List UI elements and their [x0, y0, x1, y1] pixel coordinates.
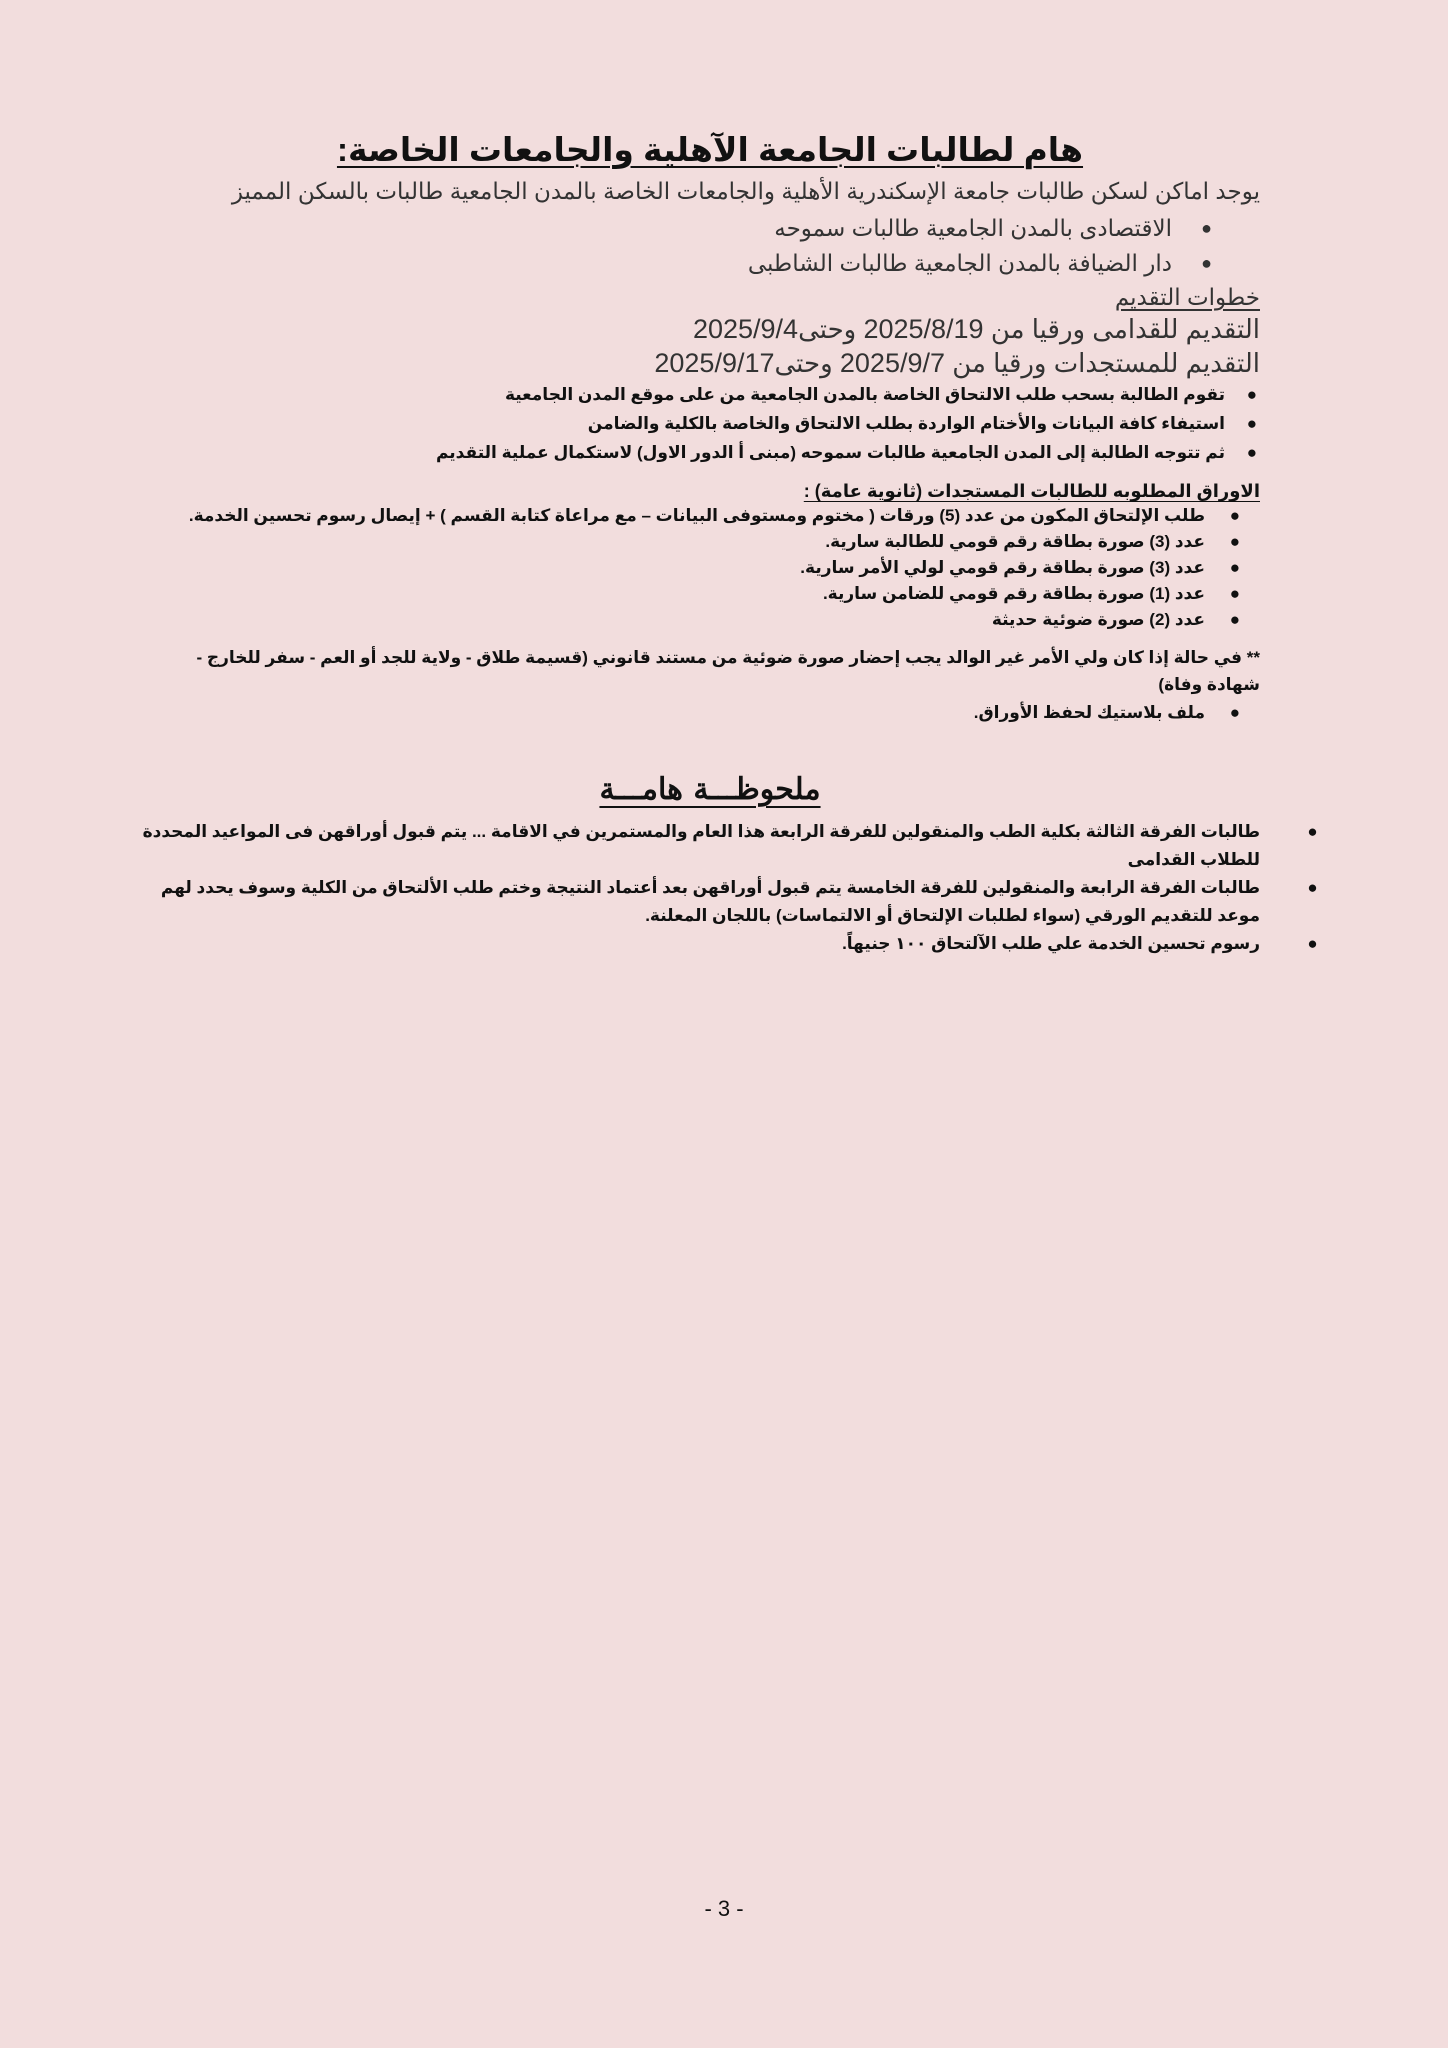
list-item — [140, 930, 1318, 958]
housing-options-list — [160, 211, 1260, 281]
bullet-icon: ● — [1246, 385, 1257, 404]
guardian-note: ** في حالة إذا كان ولي الأمر غير الوالد يجب إحضار صورة ضوئية من مستند قانوني (قسيمة طلاق - ولاية للجد أو العم - سفر للخارج - شهادة وفاة) — [196, 648, 1260, 694]
document-page — [142, 0, 1318, 2048]
date-label: التقديم للمستجدات ورقيا من — [952, 348, 1260, 378]
required-papers-heading: الاوراق المطلوبه للطالبات المستجدات (ثانوية عامة) : — [803, 481, 1260, 501]
list-item-text: استيفاء كافة البيانات والأختام الواردة بطلب الالتحاق والخاصة بالكلية والضامن — [587, 414, 1225, 433]
list-item — [160, 607, 1260, 633]
list-item — [160, 380, 1260, 409]
page-number: - 3 - — [704, 1896, 744, 1921]
list-item — [160, 211, 1260, 246]
bullet-icon: ● — [1229, 584, 1240, 603]
list-item — [160, 700, 1260, 726]
new-students-dates — [654, 347, 1260, 379]
bullet-icon: ● — [1229, 506, 1240, 525]
list-item — [160, 246, 1260, 281]
bullet-icon: ● — [1229, 532, 1240, 551]
list-item — [160, 581, 1260, 607]
bullet-icon: ● — [1229, 610, 1240, 629]
date-from: 2025/9/7 — [839, 348, 945, 378]
required-papers-list — [160, 503, 1260, 633]
bullet-icon: ● — [1201, 218, 1212, 238]
folder-list — [160, 700, 1260, 726]
steps-list — [160, 380, 1260, 467]
list-item — [140, 818, 1318, 874]
list-item-text: طالبات الفرقة الرابعة والمنقولين للفرقة الخامسة يتم قبول أوراقهن بعد أعتماد النتيجة وختم طلب الألتحاق من الكلية وسوف يحدد لهم موعد للتقديم الورقي (سواء لطلبات الإلتحاق أو الالتماسات) باللجان المعلنة. — [160, 878, 1260, 925]
list-item-text: تقوم الطالبة بسحب طلب الالتحاق الخاصة بالمدن الجامعية من على موقع المدن الجامعية — [504, 385, 1225, 404]
date-to: 2025/9/4 — [692, 314, 799, 344]
date-from: 2025/8/19 — [863, 314, 984, 344]
list-item-text: رسوم تحسين الخدمة علي طلب الآلتحاق ١٠٠ جنيهاً. — [842, 934, 1260, 953]
bullet-icon: ● — [1229, 703, 1240, 722]
bullet-icon: ● — [1246, 414, 1257, 433]
bullet-icon: ● — [1307, 934, 1318, 953]
page-title-text: هام لطالبات الجامعة الآهلية والجامعات الخاصة: — [336, 131, 1084, 168]
list-item-text: ثم تتوجه الطالبة إلى المدن الجامعية طالبات سموحه (مبنى أ الدور الاول) لاستكمال عملية التقديم — [435, 443, 1225, 462]
bullet-icon: ● — [1307, 822, 1318, 841]
bullet-icon: ● — [1201, 253, 1212, 273]
intro-paragraph: يوجد اماكن لسكن طالبات جامعة الإسكندرية الأهلية والجامعات الخاصة بالمدن الجامعية طالبات بالسكن المميز — [231, 178, 1260, 204]
list-item-text: عدد (1) صورة بطاقة رقم قومي للضامن سارية. — [822, 584, 1205, 603]
steps-heading: خطوات التقديم — [1114, 284, 1260, 310]
list-item — [140, 874, 1318, 930]
bullet-icon: ● — [1307, 878, 1318, 897]
important-note-heading-text: ملحوظـــة هامـــة — [599, 772, 821, 807]
page-title — [160, 130, 1260, 170]
bullet-icon: ● — [1229, 558, 1240, 577]
date-to: 2025/9/17 — [654, 348, 775, 378]
list-item-text: طالبات الفرقة الثالثة بكلية الطب والمنقولين للفرقة الرابعة هذا العام والمستمرين في الاقامة ... يتم قبول أوراقهن فى المواعيد المحددة للطلاب القدامى — [142, 822, 1260, 869]
list-item-text: الاقتصادى بالمدن الجامعية طالبات سموحه — [774, 215, 1172, 241]
date-until-word: وحتى — [774, 348, 833, 378]
list-item — [160, 529, 1260, 555]
list-item — [160, 503, 1260, 529]
list-item-text: عدد (3) صورة بطاقة رقم قومي لولي الأمر سارية. — [800, 558, 1205, 577]
list-item-text: عدد (3) صورة بطاقة رقم قومي للطالبة سارية. — [825, 532, 1205, 551]
date-until-word: وحتى — [798, 314, 857, 344]
list-item-text: عدد (2) صورة ضوئية حديثة — [991, 610, 1205, 629]
date-label: التقديم للقدامى ورقيا من — [990, 314, 1260, 344]
list-item — [160, 555, 1260, 581]
list-item-text: دار الضيافة بالمدن الجامعية طالبات الشاطبى — [747, 250, 1172, 276]
important-note-heading — [160, 768, 1260, 812]
list-item-text: طلب الإلتحاق المكون من عدد (5) ورقات ( مختوم ومستوفى البيانات – مع مراعاة كتابة القسم ) + إيصال رسوم تحسين الخدمة. — [188, 506, 1205, 525]
list-item — [160, 438, 1260, 467]
list-item-text: ملف بلاستيك لحفظ الأوراق. — [973, 703, 1205, 722]
important-notes-list — [140, 818, 1318, 958]
list-item — [160, 409, 1260, 438]
bullet-icon: ● — [1246, 443, 1257, 462]
returning-students-dates — [693, 313, 1260, 345]
